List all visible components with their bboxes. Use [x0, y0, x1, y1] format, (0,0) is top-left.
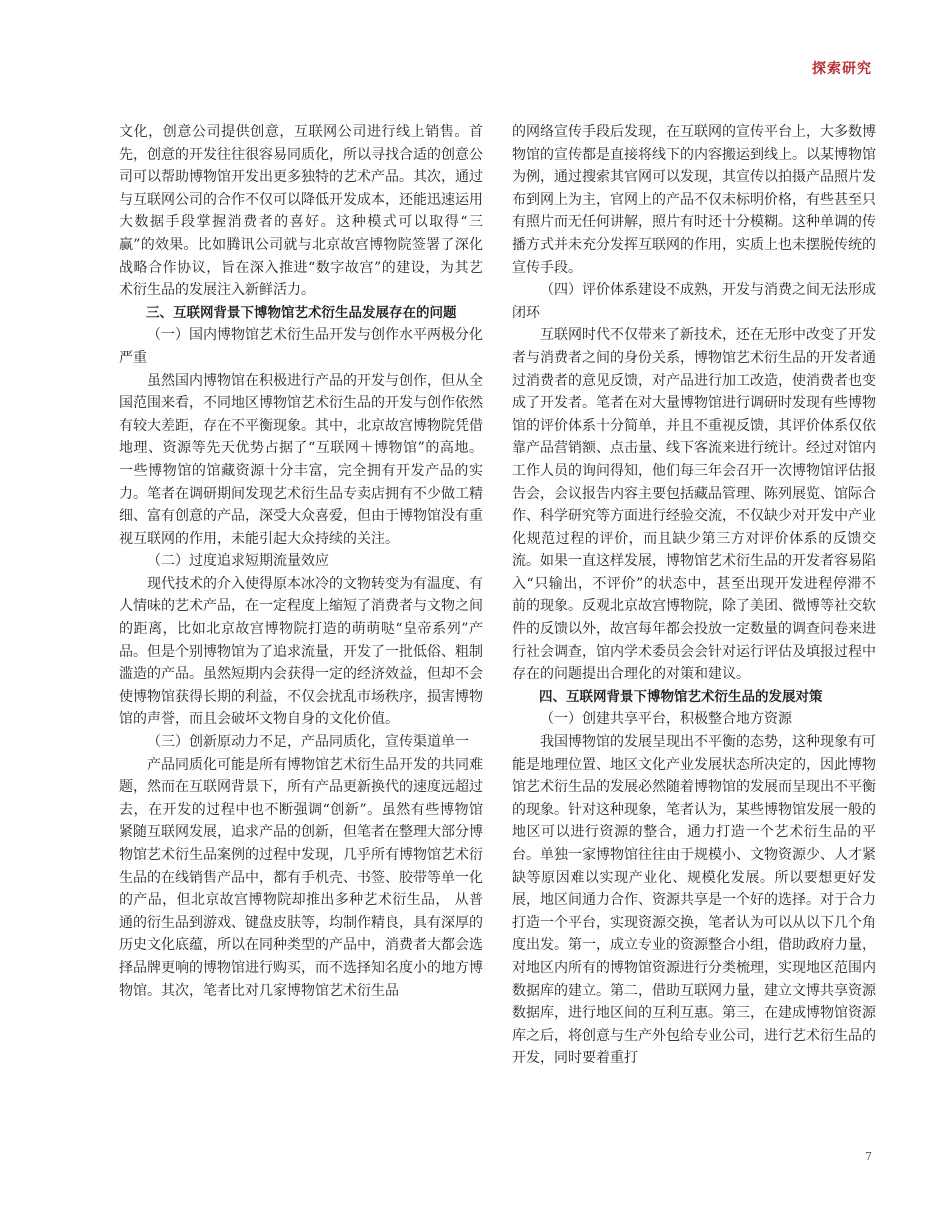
section-heading-3: 三、互联网背景下博物馆艺术衍生品发展存在的问题 [146, 304, 457, 321]
paragraph: 现代技术的介入使得原本冰冷的文物转变为有温度、有人情味的艺术产品，在一定程度上缩短了消费者与文物之间的距离，比如北京故宫博物院打造的萌萌哒“皇帝系列”产品。但是个别博物馆为了追求流量，开发了一批低俗、粗制滥造的产品。虽然短期内会获得一定的经济效益，但却不会使博物馆获得长期的利益，不仅会扰乱市场秩序，损害博物馆的声誉，而且会破坏文物自身的文化价值。 [119, 575, 483, 728]
right-column [512, 121, 876, 1070]
subheading-3-3: （三）创新原动力不足，产品同质化，宣传渠道单一 [147, 734, 469, 751]
paragraph: 互联网时代不仅带来了新技术，还在无形中改变了开发者与消费者之间的身份关系，博物馆艺术衍生品的开发者通过消费者的意见反馈，对产品进行加工改造，使消费者也变成了开发者。笔者在对大量博物馆进行调研时发现有些博物馆的评价体系十分简单，并且不重视反馈，其评价体系仅依靠产品营销额、点击量、线下客流来进行统计。经过对馆内工作人员的询问得知，他们每三年会召开一次博物馆评估报告会，会议报告内容主要包括藏品管理、陈列展览、馆际合作、科学研究等方面进行经验交流，不仅缺少对开发中产业化规范过程的评价，而且缺少第三方对评价体系的反馈交流。如果一直这样发展，博物馆艺术衍生品的开发者容易陷入“只输出，不评价”的状态中，甚至出现开发进程停滞不前的现象。反观北京故宫博物院，除了美团、微博等社交软件的反馈以外，故宫每年都会投放一定数量的调查问卷来进行社会调查，馆内学术委员会会针对运行评估及填报过程中存在的问题提出合理化的对策和建议。 [512, 327, 876, 683]
section-heading-4: 四、互联网背景下博物馆艺术衍生品的发展对策 [539, 688, 823, 705]
section-label: 探索研究 [812, 61, 872, 77]
paragraph: 产品同质化可能是所有博物馆艺术衍生品开发的共同难题，然而在互联网背景下，所有产品更新换代的速度远超过去，在开发的过程中也不断强调“创新”。虽然有些博物馆紧随互联网发展，追求产品的创新，但笔者在整理大部分博物馆艺术衍生品案例的过程中发现，几乎所有博物馆艺术衍生品的在线销售产品中，都有手机壳、书签、胶带等单一化的产品，但北京故宫博物院却推出多种艺术衍生品， 从普通的衍生品到游戏、键盘皮肤等，均制作精良，具有深厚的历史文化底蕴，所以在同种类型的产品中，消费者大都会选择品牌更响的博物馆进行购买，而不选择知名度小的地方博物馆。其次，笔者比对几家博物馆艺术衍生品 [119, 756, 483, 999]
subheading-3-2: （二）过度追求短期流量效应 [147, 553, 329, 570]
page-number: 7 [865, 1150, 872, 1163]
subheading-4-1: （一）创建共享平台，积极整合地方资源 [540, 711, 792, 728]
paragraph-continued: 文化，创意公司提供创意，互联网公司进行线上销售。首先，创意的开发往往很容易同质化，所以寻找合适的创意公司可以帮助博物馆开发出更多独特的艺术产品。其次，通过与互联网公司的合作不仅可以降低开发成本，还能迅速运用大数据手段掌握消费者的喜好。这种模式可以取得“三赢”的效果。比如腾讯公司就与北京故宫博物院签署了深化战略合作协议，旨在深入推进“数字故宫”的建设，为其艺术衍生品的发展注入新鲜活力。 [119, 124, 483, 299]
left-column [119, 121, 483, 1002]
subheading-3-1: （一）国内博物馆艺术衍生品开发与创作水平两极分化严重 [119, 327, 483, 366]
paragraph: 我国博物馆的发展呈现出不平衡的态势，这种现象有可能是地理位置、地区文化产业发展状态所决定的，因此博物馆艺术衍生品的发展必然随着博物馆的发展而呈现出不平衡的现象。针对这种现象，笔者认为，某些博物馆发展一般的地区可以进行资源的整合，通力打造一个艺术衍生品的平台。单独一家博物馆往往由于规模小、文物资源少、人才紧缺等原因难以实现产业化、规模化发展。所以要想更好发展，地区间通力合作、资源共享是一个好的选择。对于合力打造一个平台，实现资源交换，笔者认为可以从以下几个角度出发。第一，成立专业的资源整合小组，借助政府力量，对地区内所有的博物馆资源进行分类梳理，实现地区范围内数据库的建立。第二，借助互联网力量，建立文博共享资源数据库，进行地区间的互利互惠。第三，在建成博物馆资源库之后，将创意与生产外包给专业公司，进行艺术衍生品的开发，同时要着重打 [512, 734, 876, 1067]
paragraph: 虽然国内博物馆在积极进行产品的开发与创作，但从全国范围来看，不同地区博物馆艺术衍生品的开发与创作依然有较大差距，存在不平衡现象。其中，北京故宫博物院凭借地理、资源等先天优势占据了“互联网＋博物馆”的高地。一些博物馆的馆藏资源十分丰富，完全拥有开发产品的实力。笔者在调研期间发现艺术衍生品专卖店拥有不少做工精细、富有创意的产品，深受大众喜爱，但由于博物馆没有重视互联网的作用，未能引起大众持续的关注。 [119, 372, 483, 547]
paragraph-continued: 的网络宣传手段后发现，在互联网的宣传平台上，大多数博物馆的宣传都是直接将线下的内容搬运到线上。以某博物馆为例，通过搜索其官网可以发现，其宣传以拍摄产品照片发布到网上为主，官网上的产品不仅未标明价格，有些甚至只有照片而无任何讲解，照片有时还十分模糊。这种单调的传播方式并未充分发挥互联网的作用，实质上也未摆脱传统的宣传手段。 [512, 124, 876, 276]
subheading-3-4: （四）评价体系建设不成熟，开发与消费之间无法形成闭环 [512, 282, 876, 321]
